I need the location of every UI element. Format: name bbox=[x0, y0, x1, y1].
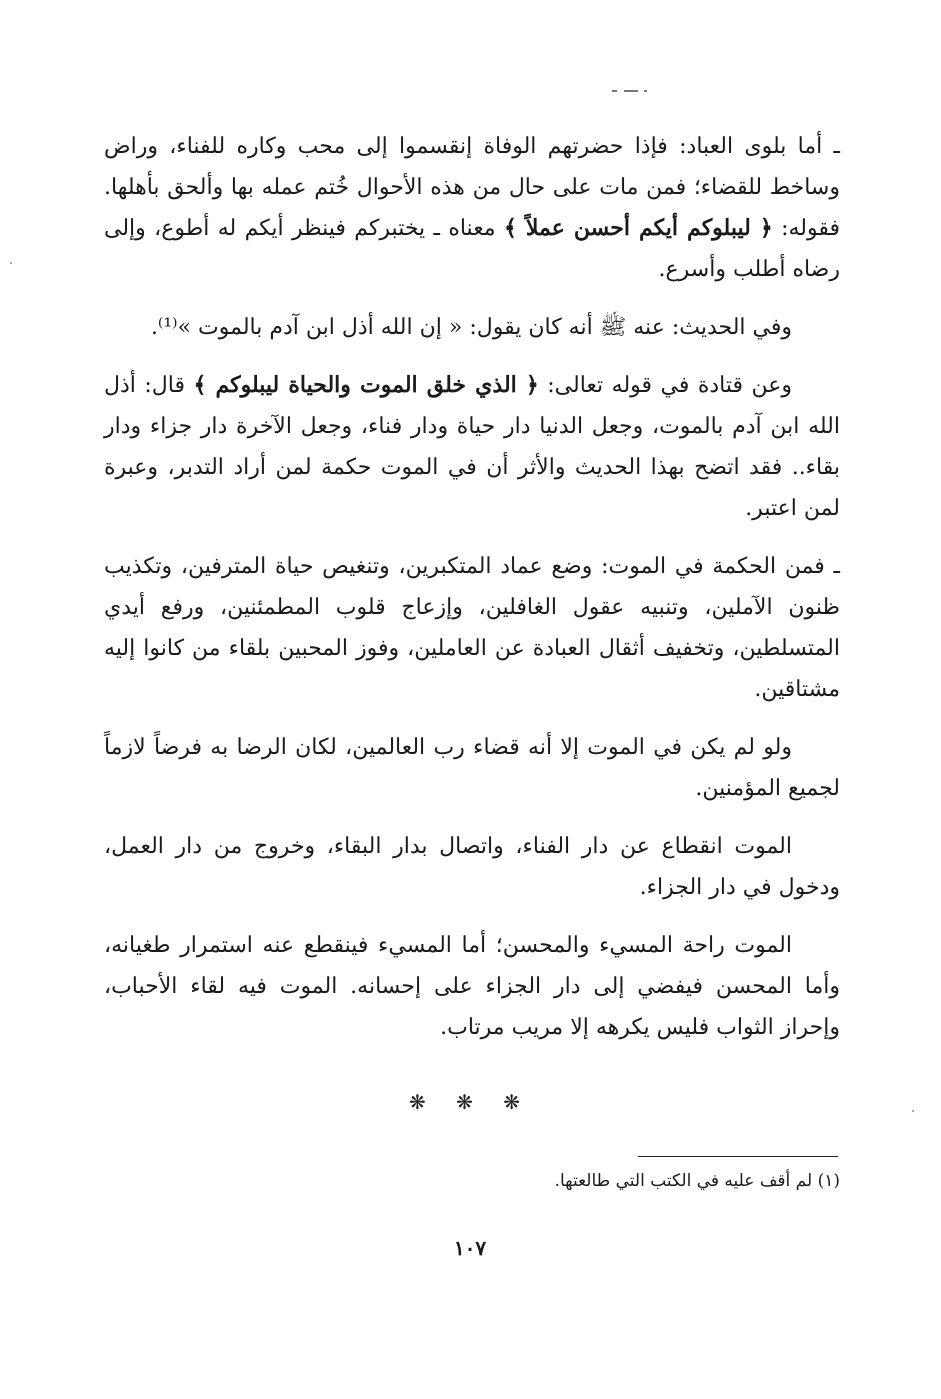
footnote-divider bbox=[638, 1156, 838, 1157]
paragraph-death-definition: الموت انقطاع عن دار الفناء، واتصال بدار البقاء، وخروج من دار العمل، ودخول في دار الجزاء. bbox=[104, 834, 840, 900]
page-number: ١٠٧ bbox=[453, 1236, 487, 1260]
paragraph-wisdom-in-death: ـ فمن الحكمة في الموت: وضع عماد المتكبرين، وتنغيص حياة المترفين، وتكذيب ظنون الآملين، وتنبيه عقول الغافلين، وإزعاج قلوب المطمئنين، ورفع أيدي المتسلطين، وتخفيف أثقال العبادة عن العاملين، وفوز المحبين بلقاء من كانوا إليه مشتاقين. bbox=[104, 554, 840, 702]
quran-verse: ﴿ الذي خلق الموت والحياة ليبلوكم ﴾ bbox=[193, 372, 539, 398]
section-separator: ❋ ❋ ❋ bbox=[409, 1090, 532, 1114]
top-ornament-mark bbox=[612, 88, 648, 94]
paragraph-hadith: وفي الحديث: عنه ﷺ أنه كان يقول: « إن الله أذل ابن آدم بالموت »⁽¹⁾. bbox=[150, 315, 792, 340]
paragraph-text: وعن قتادة في قوله تعالى: bbox=[538, 373, 792, 398]
paragraph-text: ـ أما بلوى العباد: فإذا حضرتهم الوفاة إنقسموا إلى محب وكاره للفناء، وراض وساخط للقضاء؛ فمن مات على حال من هذه الأحوال خُتم عمله بها وألحق بأهلها. فقوله: bbox=[104, 134, 841, 241]
scan-speck bbox=[10, 262, 12, 264]
main-text bbox=[104, 126, 840, 1065]
footnote: (١) لم أقف عليه في الكتب التي طالعتها. bbox=[554, 1171, 840, 1191]
paragraph-text: معناه ـ يختبركم فينظر أيكم له أطوع، وإلى رضاه أطلب وأسرع. bbox=[104, 216, 840, 282]
paragraph-trial-of-servants bbox=[104, 126, 840, 290]
paragraph-rest-of-death: الموت راحة المسيء والمحسن؛ أما المسيء فينقطع عنه استمرار طغيانه، وأما المحسن فيفضي إلى دار الجزاء على إحسانه. الموت فيه لقاء الأحباب، وإحراز الثواب فليس يكرهه إلا مريب مرتاب. bbox=[104, 933, 840, 1040]
paragraph-divine-decree: ولو لم يكن في الموت إلا أنه قضاء رب العالمين، لكان الرضا به فرضاً لازماً لجميع المؤمنين. bbox=[104, 735, 840, 801]
paragraph-qatada bbox=[104, 365, 840, 529]
paragraph-text: قال: أذل الله ابن آدم بالموت، وجعل الدنيا دار حياة ودار فناء، وجعل الآخرة دار جزاء ودار بقاء.. فقد اتضح بهذا الحديث والأثر أن في الموت حكمة لمن أراد التدبر، وعبرة لمن اعتبر. bbox=[104, 373, 840, 521]
quran-verse: ﴿ ليبلوكم أيكم أحسن عملاً ﴾ bbox=[503, 215, 773, 241]
